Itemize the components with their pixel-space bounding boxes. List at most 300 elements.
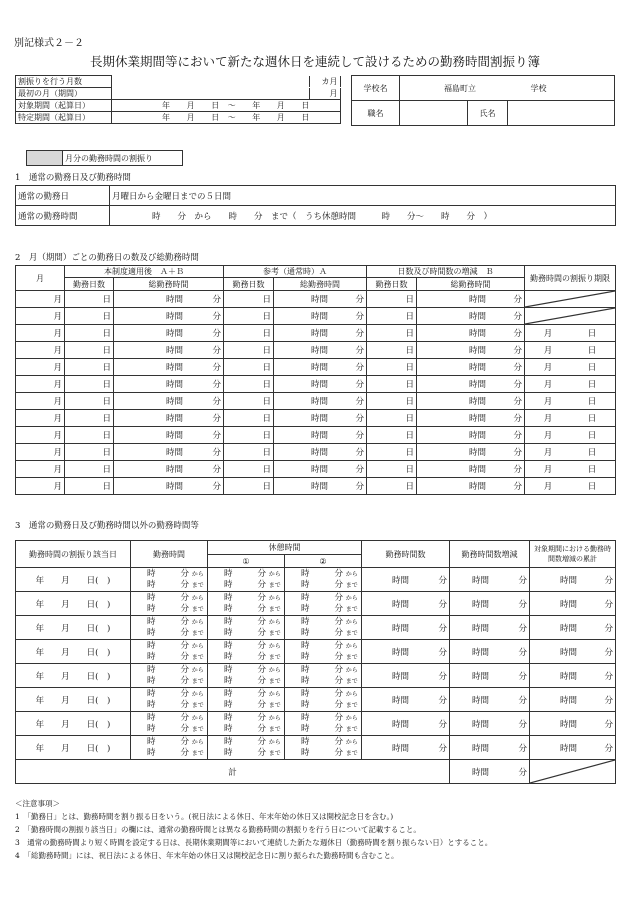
month-cell[interactable]: 月 [16,359,65,376]
b-days-cell[interactable]: 日 [367,325,417,342]
hour-unit: 時間 [165,431,183,441]
cumulative-change-cell[interactable] [530,688,616,712]
deadline-cell[interactable] [525,427,616,444]
hour-unit: 時 [224,651,233,662]
ab-hours-cell[interactable] [114,478,224,495]
ab-days-cell[interactable]: 日 [65,308,114,325]
from-label: から [345,666,358,674]
allocation-date-cell[interactable]: 年 月 日( ) [16,664,131,688]
work-hours-cell[interactable] [362,568,450,592]
hour-unit: 時 [147,616,156,627]
b-hours-cell[interactable] [417,410,525,427]
ab-hours-cell[interactable] [114,291,224,308]
hour-unit: 時 [224,699,233,710]
period-info-row [16,100,341,112]
minute-unit: 分 [212,346,221,356]
deadline-cell[interactable] [525,342,616,359]
b-hours-cell[interactable] [417,342,525,359]
cumulative-change-cell[interactable] [530,664,616,688]
work-time-cell[interactable] [131,712,208,736]
time-range [301,641,359,663]
work-hours-cell[interactable] [362,616,450,640]
minute-unit: 分 [355,465,364,475]
break1-cell[interactable] [208,712,285,736]
col-a-days: 勤務日数 [224,278,274,291]
hour-unit: 時 [301,688,310,699]
a-hours-cell[interactable] [274,393,367,410]
work-time-cell[interactable] [131,568,208,592]
b-days-cell[interactable]: 日 [367,461,417,478]
time-range [147,665,205,687]
normal-days-label: 通常の勤務日 [16,186,110,206]
deadline-month: 月 [543,414,553,424]
allocation-date-cell[interactable]: 年 月 日( ) [16,688,131,712]
deadline-cell[interactable] [525,478,616,495]
work-hours-cell[interactable] [362,712,450,736]
minute-unit: 分 [518,767,527,778]
ab-days-cell[interactable]: 日 [65,325,114,342]
ab-hours-cell[interactable] [114,427,224,444]
b-hours-cell[interactable] [417,325,525,342]
period-info-row [16,112,341,124]
b-hours-cell[interactable] [417,308,525,325]
col-ab-hours: 総勤務時間 [114,278,224,291]
to-label: まで [345,581,358,589]
hours-change-cell[interactable] [450,568,530,592]
hours-unit: 時間 [471,767,489,778]
hours-unit: 時間 [559,695,577,706]
ab-hours-cell[interactable] [114,410,224,427]
ab-hours-cell[interactable] [114,376,224,393]
time-range [224,641,282,663]
hour-unit: 時 [224,664,233,675]
to-label: まで [191,725,204,733]
minute-unit: 分 [513,380,522,390]
ab-days-cell[interactable]: 日 [65,393,114,410]
hour-unit: 時間 [165,380,183,390]
name-field[interactable] [508,101,615,126]
a-hours-cell[interactable] [274,359,367,376]
a-hours-cell[interactable] [274,444,367,461]
to-label: まで [191,581,204,589]
hour-unit: 時 [224,603,233,614]
from-label: から [345,618,358,626]
work-time-cell[interactable] [131,640,208,664]
monthly-summary-table [15,265,616,495]
minute-unit: 分 [212,448,221,458]
job-field[interactable] [400,101,468,126]
b-days-cell[interactable]: 日 [367,291,417,308]
b-hours-cell[interactable] [417,478,525,495]
to-label: まで [191,653,204,661]
minute-unit: 分 [180,747,189,758]
note-item: 1 「勤務日」とは、勤務時間を割り振る日をいう。(祝日法による休日、年末年始の休日又は開校記念日を含む。) [15,812,394,821]
ab-days-cell[interactable]: 日 [65,410,114,427]
work-time-cell[interactable] [131,688,208,712]
hours-change-cell[interactable] [450,736,530,760]
minute-unit: 分 [513,329,522,339]
a-days-cell[interactable]: 日 [224,393,274,410]
minute-unit: 分 [212,380,221,390]
hours-change-cell[interactable] [450,712,530,736]
diagonal-slash [530,760,615,783]
break1-cell[interactable] [208,736,285,760]
work-time-cell[interactable] [131,616,208,640]
minute-unit: 分 [334,675,343,686]
month-cell[interactable]: 月 [16,410,65,427]
time-range [301,737,359,759]
deadline-cell[interactable] [525,410,616,427]
hours-unit: 時間 [471,743,489,754]
break1-cell[interactable] [208,592,285,616]
hour-unit: 時 [301,603,310,614]
hour-unit: 時 [224,616,233,627]
hour-unit: 時 [147,579,156,590]
minute-unit: 分 [604,575,613,586]
ab-hours-cell[interactable] [114,393,224,410]
minute-unit: 分 [257,651,266,662]
from-label: から [268,666,281,674]
b-days-cell[interactable]: 日 [367,308,417,325]
cumulative-change-cell[interactable] [530,736,616,760]
ab-days-cell[interactable]: 日 [65,359,114,376]
b-days-cell[interactable]: 日 [367,342,417,359]
b-hours-cell[interactable] [417,444,525,461]
ab-days-cell[interactable]: 日 [65,342,114,359]
work-time-cell[interactable] [131,736,208,760]
from-label: から [345,714,358,722]
ab-days-cell[interactable]: 日 [65,427,114,444]
b-hours-cell[interactable] [417,359,525,376]
minute-unit: 分 [180,723,189,734]
minute-unit: 分 [180,712,189,723]
break2-cell[interactable] [285,664,362,688]
b-hours-cell[interactable] [417,461,525,478]
special-day-row [16,688,616,712]
time-range [147,641,205,663]
from-label: から [268,594,281,602]
allocation-date-cell[interactable]: 年 月 日( ) [16,592,131,616]
col-hours-change: 勤務時間数増減 [450,541,530,568]
period-info-value[interactable] [112,88,341,100]
hours-change-cell[interactable] [450,688,530,712]
ab-hours-cell[interactable] [114,444,224,461]
deadline-month: 月 [543,397,553,407]
break2-cell[interactable] [285,688,362,712]
a-hours-cell[interactable] [274,342,367,359]
time-range [301,713,359,735]
normal-hours-value[interactable]: 時 分 から 時 分 まで（ うち休憩時間 時 分～ 時 分 ） [110,206,616,226]
a-days-cell[interactable]: 日 [224,291,274,308]
a-hours-cell[interactable] [274,427,367,444]
a-hours-cell[interactable] [274,325,367,342]
ab-hours-cell[interactable] [114,359,224,376]
minute-unit: 分 [180,579,189,590]
time-range [147,593,205,615]
b-days-cell[interactable]: 日 [367,376,417,393]
minute-unit: 分 [180,616,189,627]
period-info-value[interactable]: 年 月 日 ～ 年 月 日 [112,100,341,112]
break1-cell[interactable] [208,616,285,640]
month-cell[interactable]: 月 [16,461,65,478]
month-cell[interactable]: 月 [16,342,65,359]
minute-unit: 分 [513,295,522,305]
monthly-row [16,308,616,325]
col-ab-days: 勤務日数 [65,278,114,291]
a-hours-cell[interactable] [274,308,367,325]
ab-hours-cell[interactable] [114,342,224,359]
month-cell[interactable]: 月 [16,478,65,495]
hours-unit: 時間 [559,575,577,586]
to-label: まで [268,677,281,685]
hour-unit: 時 [224,747,233,758]
minute-unit: 分 [180,592,189,603]
a-days-cell[interactable]: 日 [224,308,274,325]
work-time-cell[interactable] [131,592,208,616]
month-box-label: 月分の勤務時間の割振り [63,151,183,166]
allocation-date-cell[interactable]: 年 月 日( ) [16,640,131,664]
break2-cell[interactable] [285,736,362,760]
b-days-cell[interactable]: 日 [367,444,417,461]
minute-unit: 分 [212,312,221,322]
period-info-value[interactable]: 年 月 日 ～ 年 月 日 [112,112,341,124]
deadline-cell[interactable] [525,393,616,410]
b-days-cell[interactable]: 日 [367,427,417,444]
break1-cell[interactable] [208,688,285,712]
deadline-cell[interactable] [525,444,616,461]
b-hours-cell[interactable] [417,376,525,393]
special-day-row [16,736,616,760]
a-days-cell[interactable]: 日 [224,410,274,427]
hour-unit: 時 [147,675,156,686]
cumulative-change-cell[interactable] [530,592,616,616]
minute-unit: 分 [604,719,613,730]
a-days-cell[interactable]: 日 [224,376,274,393]
school-label: 学校名 [352,76,400,101]
cumulative-change-cell[interactable] [530,640,616,664]
document-title: 長期休業期間等において新たな週休日を連続して設けるための勤務時間割振り簿 [89,54,540,69]
to-label: まで [345,725,358,733]
a-days-cell[interactable]: 日 [224,478,274,495]
month-cell[interactable]: 月 [16,393,65,410]
deadline-day: 日 [587,431,597,441]
minute-unit: 分 [438,719,447,730]
a-days-cell[interactable]: 日 [224,427,274,444]
a-hours-cell[interactable] [274,376,367,393]
hour-unit: 時 [301,568,310,579]
allocation-date-cell[interactable]: 年 月 日( ) [16,616,131,640]
a-days-cell[interactable]: 日 [224,342,274,359]
hour-unit: 時 [147,664,156,675]
monthly-row [16,461,616,478]
from-label: から [191,666,204,674]
break2-cell[interactable] [285,616,362,640]
hour-unit: 時間 [468,397,486,407]
a-days-cell[interactable]: 日 [224,359,274,376]
month-cell[interactable]: 月 [16,376,65,393]
hour-unit: 時 [147,651,156,662]
period-info-value-box[interactable]: 月 [309,88,341,99]
b-hours-cell[interactable] [417,427,525,444]
hours-unit: 時間 [559,671,577,682]
month-input[interactable] [27,151,63,166]
a-days-cell[interactable]: 日 [224,461,274,478]
hour-unit: 時 [147,747,156,758]
ab-days-cell[interactable]: 日 [65,444,114,461]
minute-unit: 分 [180,675,189,686]
ab-hours-cell[interactable] [114,325,224,342]
ab-days-cell[interactable]: 日 [65,461,114,478]
monthly-row [16,444,616,461]
to-label: まで [191,701,204,709]
col-allocation-date: 勤務時間の割振り該当日 [16,541,131,568]
hours-unit: 時間 [471,719,489,730]
minute-unit: 分 [180,627,189,638]
hour-unit: 時間 [165,414,183,424]
monthly-row [16,393,616,410]
deadline-cell[interactable] [525,461,616,478]
a-hours-cell[interactable] [274,291,367,308]
b-days-cell[interactable]: 日 [367,359,417,376]
a-days-cell[interactable]: 日 [224,325,274,342]
hours-unit: 時間 [471,695,489,706]
work-hours-cell[interactable] [362,592,450,616]
from-label: から [191,642,204,650]
b-days-cell[interactable]: 日 [367,393,417,410]
break1-cell[interactable] [208,640,285,664]
month-cell[interactable]: 月 [16,291,65,308]
minute-unit: 分 [518,623,527,634]
normal-days-value[interactable]: 月曜日から金曜日までの５日間 [110,186,616,206]
a-hours-cell[interactable] [274,461,367,478]
month-cell[interactable]: 月 [16,308,65,325]
minute-unit: 分 [355,363,364,373]
deadline-cell[interactable] [525,376,616,393]
minute-unit: 分 [257,579,266,590]
break1-cell[interactable] [208,664,285,688]
work-time-cell[interactable] [131,664,208,688]
cumulative-change-cell[interactable] [530,712,616,736]
break2-cell[interactable] [285,640,362,664]
from-label: から [345,642,358,650]
minute-unit: 分 [334,747,343,758]
hour-unit: 時 [224,736,233,747]
a-days-cell[interactable]: 日 [224,444,274,461]
deadline-cell[interactable] [525,325,616,342]
break2-cell[interactable] [285,712,362,736]
b-hours-cell[interactable] [417,393,525,410]
a-hours-cell[interactable] [274,410,367,427]
hour-unit: 時間 [165,329,183,339]
cumulative-change-cell[interactable] [530,616,616,640]
minute-unit: 分 [334,579,343,590]
hour-unit: 時 [301,747,310,758]
hours-unit: 時間 [471,647,489,658]
period-info-value[interactable] [112,76,341,88]
minute-unit: 分 [355,397,364,407]
monthly-row [16,376,616,393]
cumulative-change-cell[interactable] [530,568,616,592]
period-info-row [16,76,341,88]
school-name-field[interactable] [400,76,615,101]
total-change-cell[interactable] [450,760,530,784]
ab-days-cell[interactable]: 日 [65,291,114,308]
hour-unit: 時 [301,736,310,747]
allocation-date-cell[interactable]: 年 月 日( ) [16,568,131,592]
hour-unit: 時 [147,699,156,710]
hour-unit: 時間 [165,363,183,373]
name-label: 氏名 [468,101,508,126]
hours-unit: 時間 [471,575,489,586]
break2-cell[interactable] [285,568,362,592]
ab-days-cell[interactable]: 日 [65,376,114,393]
ab-hours-cell[interactable] [114,461,224,478]
to-label: まで [268,605,281,613]
allocation-date-cell[interactable]: 年 月 日( ) [16,736,131,760]
month-cell[interactable]: 月 [16,427,65,444]
hour-unit: 時間 [310,465,328,475]
minute-unit: 分 [334,592,343,603]
work-hours-cell[interactable] [362,640,450,664]
work-hours-cell[interactable] [362,736,450,760]
hours-unit: 時間 [391,647,409,658]
hour-unit: 時間 [310,295,328,305]
work-hours-cell[interactable] [362,664,450,688]
hours-change-cell[interactable] [450,592,530,616]
hours-unit: 時間 [391,719,409,730]
break2-cell[interactable] [285,592,362,616]
break1-cell[interactable] [208,568,285,592]
deadline-day: 日 [587,397,597,407]
normal-hours-table [15,185,616,226]
minute-unit: 分 [257,723,266,734]
special-day-row [16,640,616,664]
minute-unit: 分 [257,627,266,638]
hours-change-cell[interactable] [450,664,530,688]
allocation-date-cell[interactable]: 年 月 日( ) [16,712,131,736]
hour-unit: 時 [224,568,233,579]
hours-unit: 時間 [471,623,489,634]
b-days-cell[interactable]: 日 [367,478,417,495]
period-info-value-box[interactable]: カ月 [309,76,341,87]
from-label: から [191,690,204,698]
deadline-cell[interactable] [525,359,616,376]
hours-change-cell[interactable] [450,640,530,664]
minute-unit: 分 [180,688,189,699]
minute-unit: 分 [513,465,522,475]
monthly-row [16,291,616,308]
to-label: まで [345,605,358,613]
a-hours-cell[interactable] [274,478,367,495]
hour-unit: 時 [224,712,233,723]
minute-unit: 分 [212,482,221,492]
b-hours-cell[interactable] [417,291,525,308]
hour-unit: 時間 [310,380,328,390]
hours-change-cell[interactable] [450,616,530,640]
minute-unit: 分 [257,664,266,675]
ab-hours-cell[interactable] [114,308,224,325]
work-hours-cell[interactable] [362,688,450,712]
period-info-label: 特定期間（起算日） [16,112,112,124]
minute-unit: 分 [257,712,266,723]
ab-days-cell[interactable]: 日 [65,478,114,495]
b-days-cell[interactable]: 日 [367,410,417,427]
month-cell[interactable]: 月 [16,444,65,461]
month-cell[interactable]: 月 [16,325,65,342]
hour-unit: 時 [224,579,233,590]
deadline-day: 日 [587,380,597,390]
minute-unit: 分 [257,568,266,579]
